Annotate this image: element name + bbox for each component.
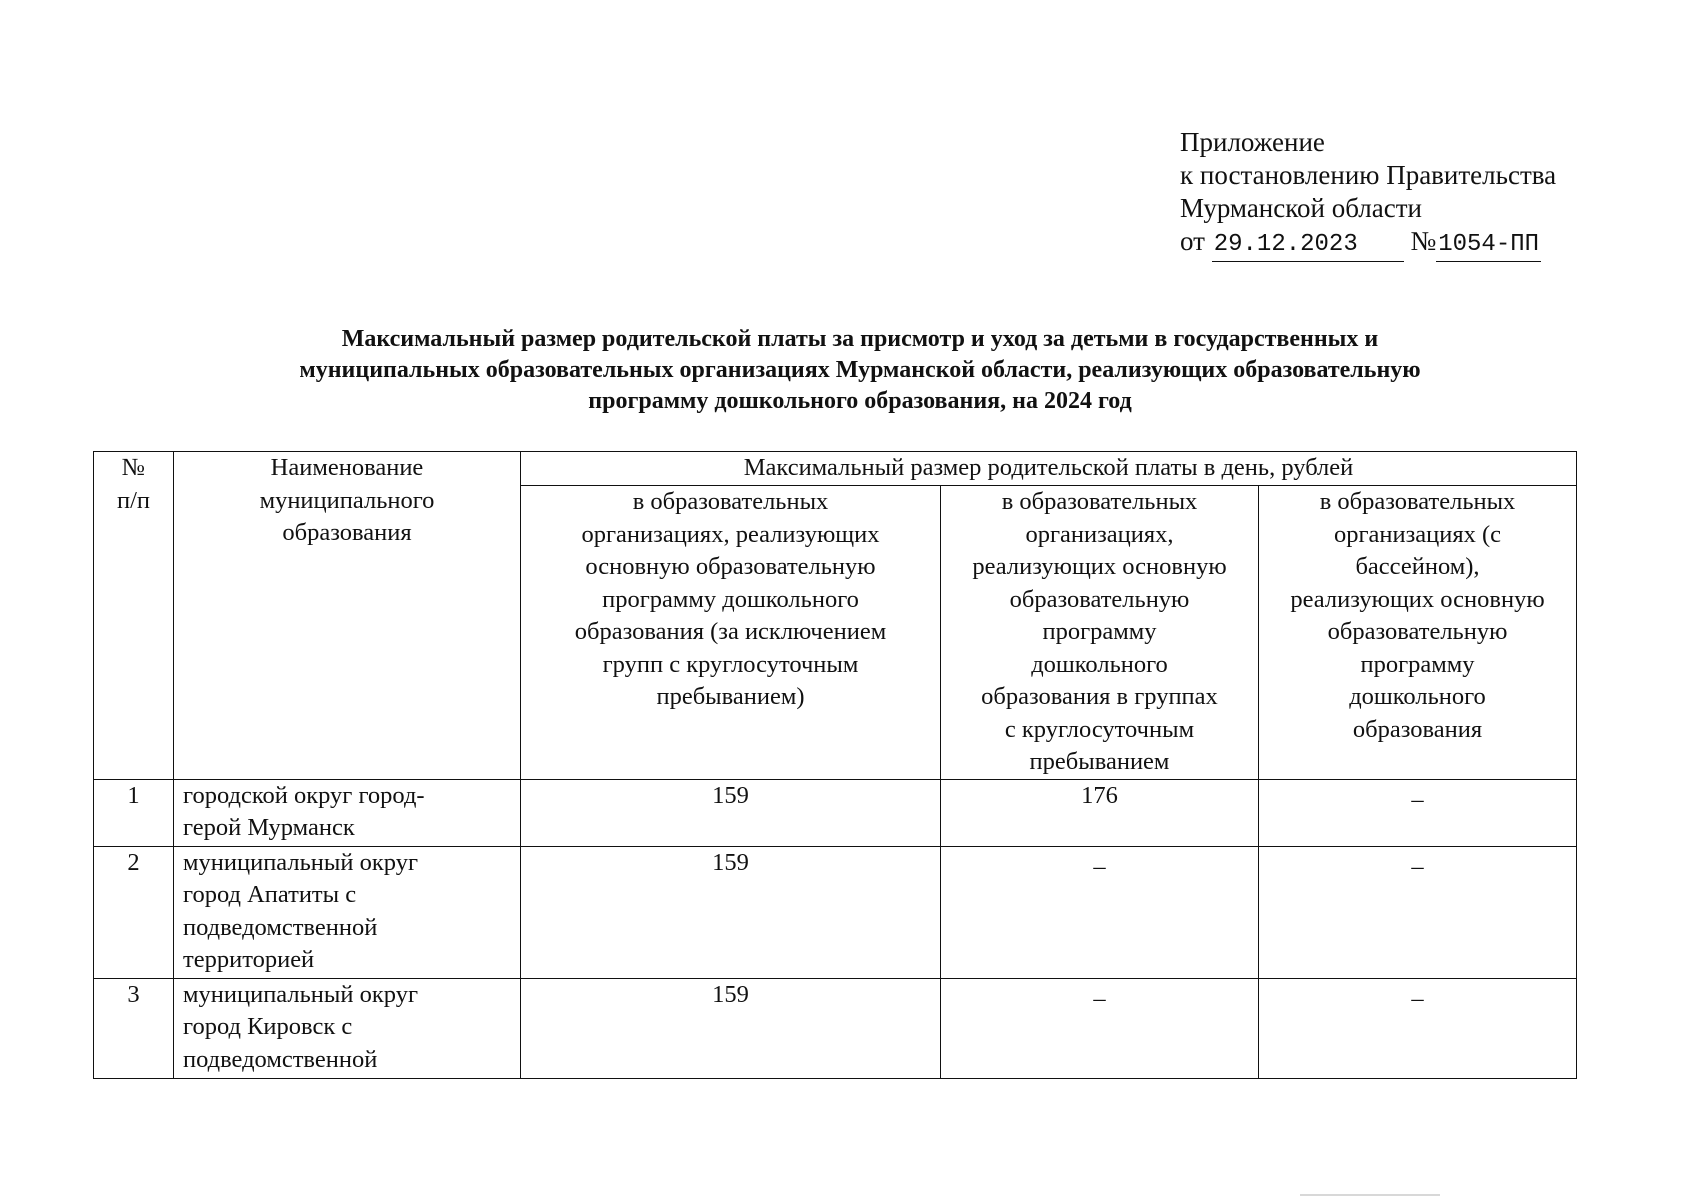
row-value-24h: 176 [941,779,1259,846]
fee-table [93,451,1577,1079]
table-row [94,846,1577,978]
date-prefix: от [1180,226,1205,256]
row-value-standard: 159 [521,846,941,978]
appendix-resolution: к постановлению Правительства [1180,160,1557,190]
header-name: Наименование муниципального образования [174,452,521,780]
row-num: 1 [94,779,174,846]
appendix-label: Приложение [1180,127,1325,157]
header-col-standard: в образовательных организациях, реализующих основную образовательную программу дошкольного образования (за исключением групп с круглосуточным пребыванием) [521,486,941,780]
row-name: муниципальный округ город Апатиты с подведомственной территорией [174,846,521,978]
table-row [94,779,1577,846]
row-name: муниципальный округ город Кировск с подведомственной [174,978,521,1078]
row-num: 3 [94,978,174,1078]
appendix-block [1180,126,1556,262]
row-num: 2 [94,846,174,978]
row-value-24h: – [1093,852,1106,880]
title-line-3: программу дошкольного образования, на 2024 год [588,388,1132,414]
row-value-standard: 159 [521,978,941,1078]
table-row [94,978,1577,1078]
document-title [120,324,1600,417]
header-num: № п/п [94,452,174,780]
appendix-region: Мурманской области [1180,193,1422,223]
row-value-pool: – [1411,984,1424,1012]
header-col-pool: в образовательных организациях (с бассейном), реализующих основную образовательную программу дошкольного образования [1259,486,1577,780]
table-header-row [94,452,1577,486]
scan-artifact [1300,1194,1440,1196]
row-value-standard: 159 [521,779,941,846]
number-prefix: № [1410,226,1437,256]
row-name: городской округ город- герой Мурманск [174,779,521,846]
header-group: Максимальный размер родительской платы в день, рублей [521,452,1577,486]
title-line-2: муниципальных образовательных организациях Мурманской области, реализующих образовательную [299,357,1421,383]
appendix-date-number [1180,225,1556,262]
resolution-number: 1054-ПП [1438,231,1540,258]
resolution-date: 29.12.2023 [1213,231,1358,258]
title-line-1: Максимальный размер родительской платы за присмотр и уход за детьми в государственных и [341,326,1379,352]
row-value-pool: – [1411,852,1424,880]
header-col-24h: в образовательных организациях, реализующих основную образовательную программу дошкольного образования в группах с круглосуточным пребыванием [941,486,1259,780]
row-value-24h: – [1093,984,1106,1012]
row-value-pool: – [1411,785,1424,813]
